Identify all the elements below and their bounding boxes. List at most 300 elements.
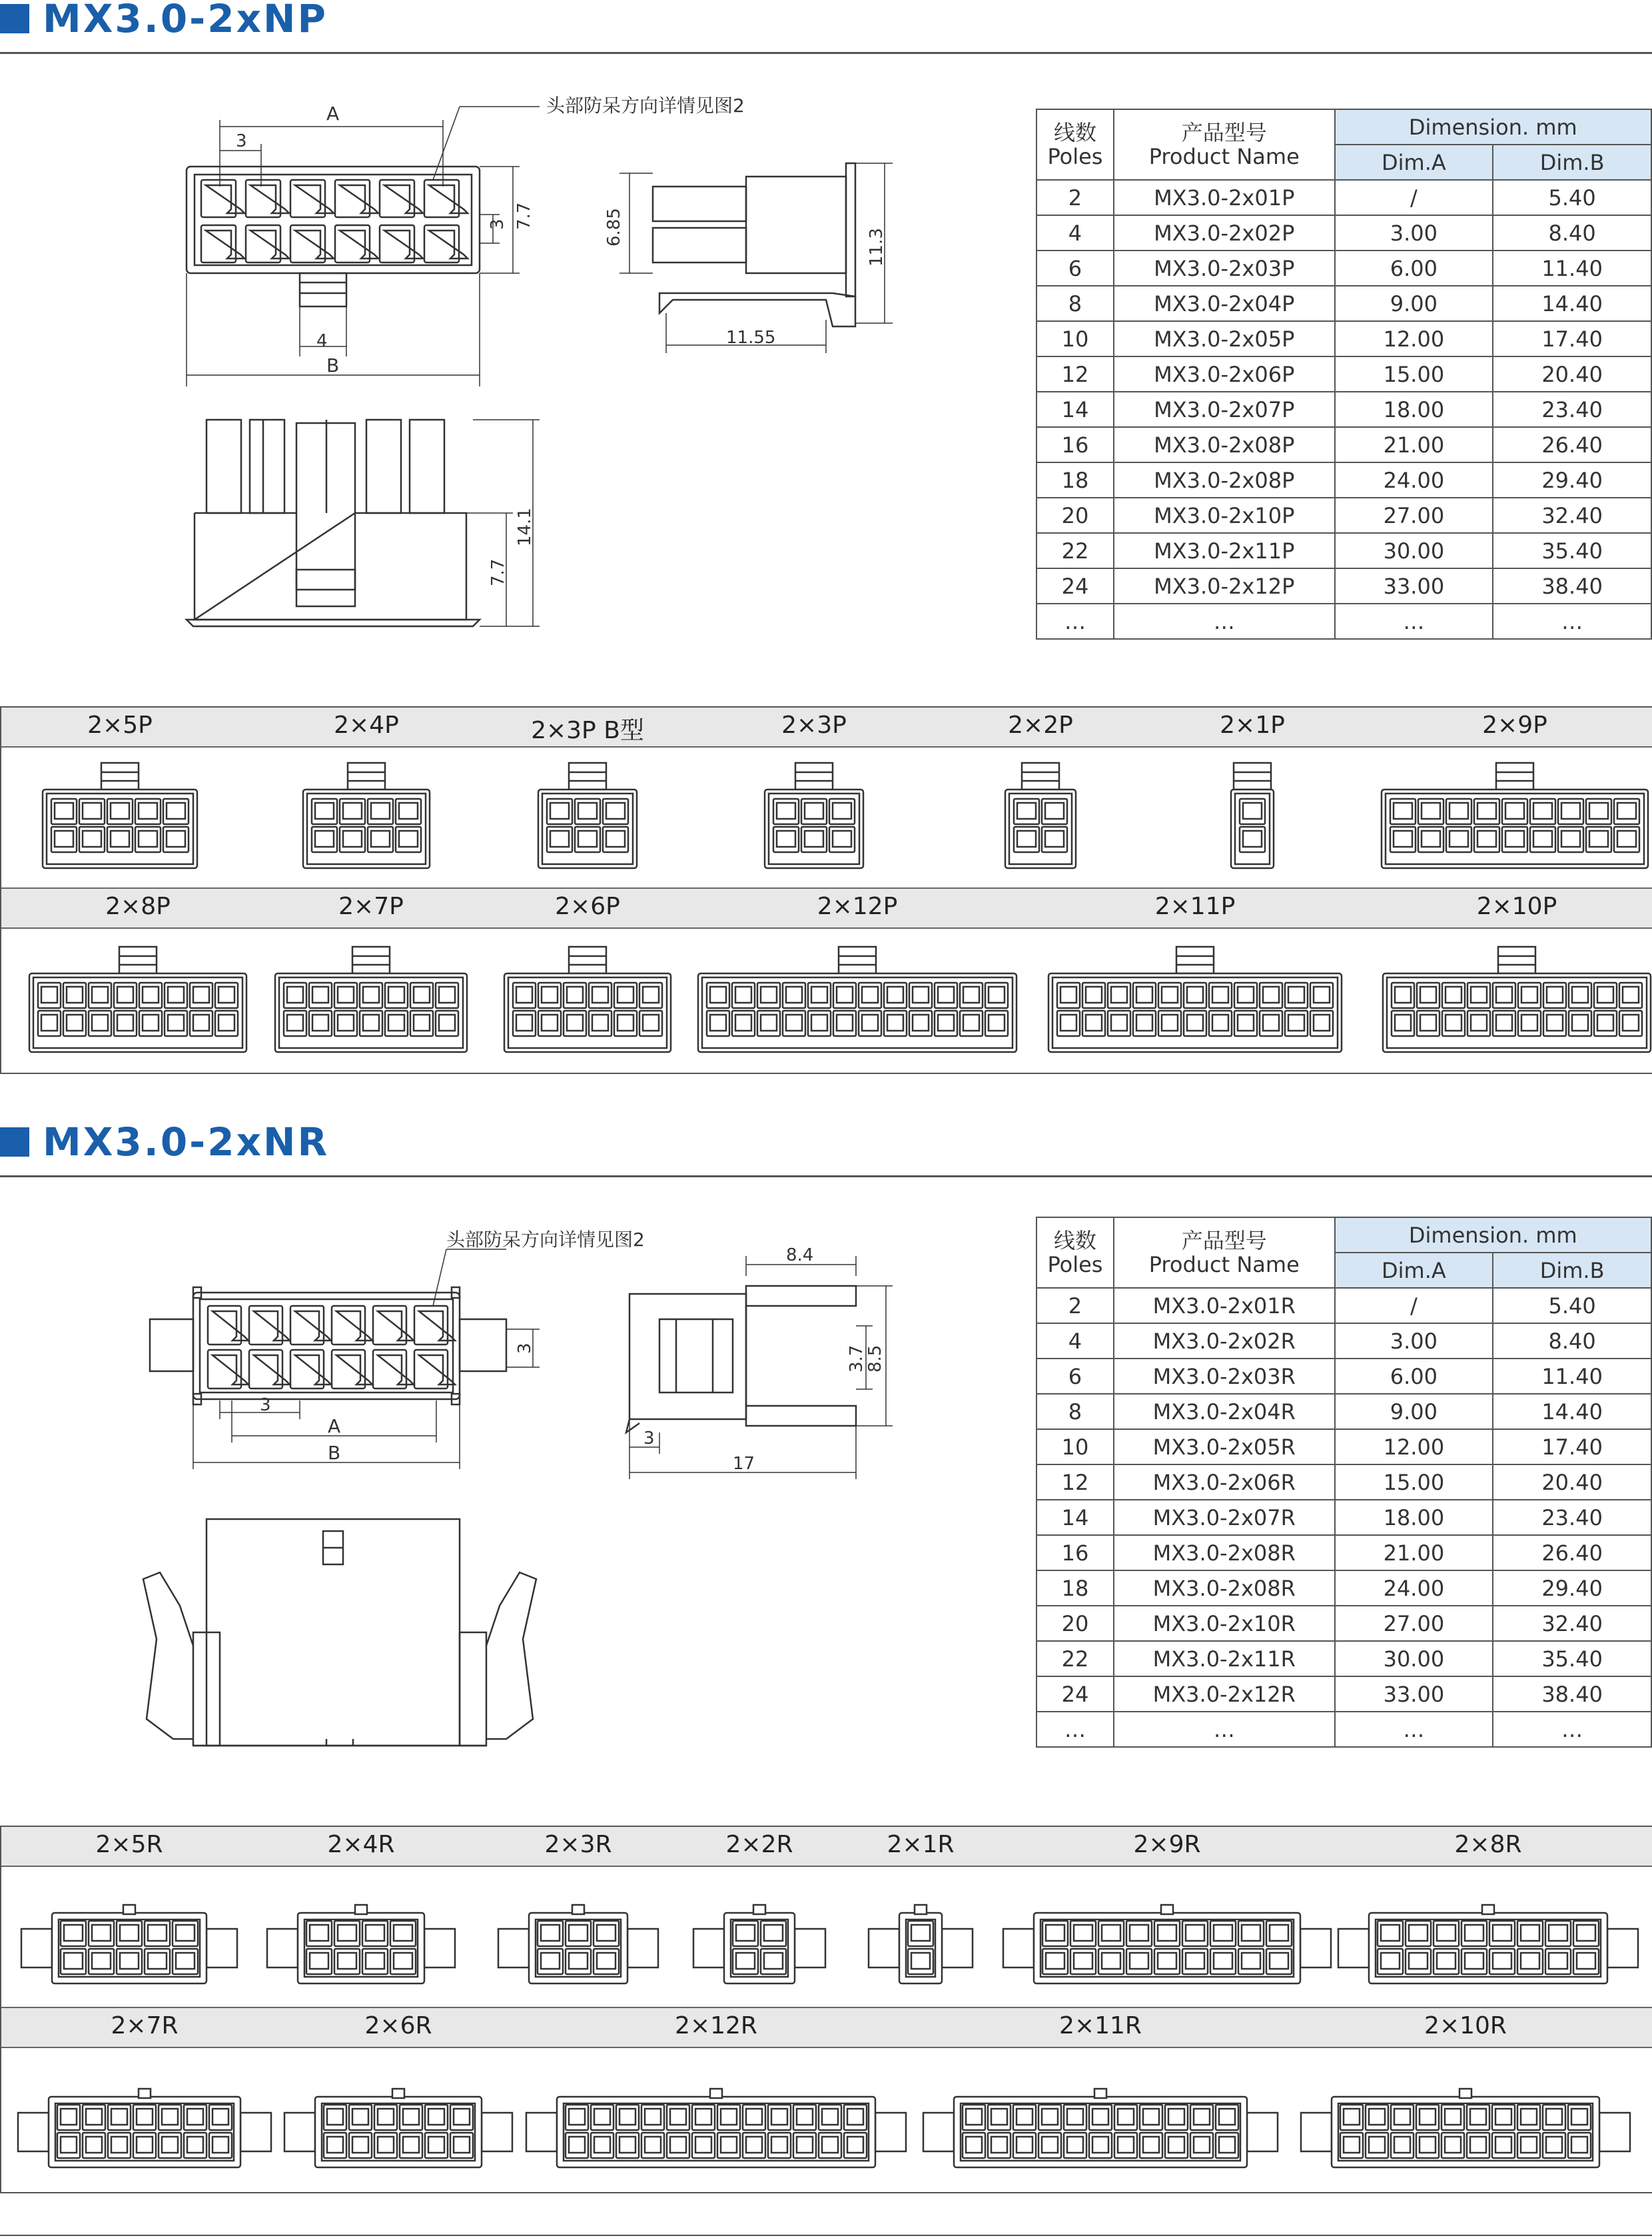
cavity-inner [336, 1355, 372, 1385]
cavity-inner [606, 831, 625, 847]
cavity-inner [1394, 2137, 1410, 2153]
cavity-inner [327, 2137, 343, 2153]
cavity-inner [1381, 1925, 1400, 1941]
cell-product: MX3.0-2x03R [1114, 1359, 1335, 1394]
cell-dim-b: 29.40 [1493, 1570, 1651, 1606]
gallery-label: 2×5R [95, 1831, 163, 1858]
cell-poles: 24 [1036, 568, 1114, 604]
cavity-inner [1102, 1953, 1120, 1969]
gallery-label: 2×2P [1008, 712, 1073, 739]
cavity-inner [695, 2137, 711, 2153]
cavity-inner [111, 2109, 127, 2125]
cavity-inner [862, 987, 878, 1003]
cell-poles: 6 [1036, 1359, 1114, 1394]
cavity-inner [1422, 803, 1440, 819]
cavity-inner [414, 1015, 430, 1031]
cavity-inner [1042, 2137, 1058, 2153]
gallery-label: 2×1R [887, 1831, 955, 1858]
nr-gallery [0, 1826, 1652, 2193]
page-bottom-rule [0, 2235, 1652, 2236]
cell-dim-b: 23.40 [1493, 392, 1651, 427]
cavity-inner [1422, 831, 1440, 847]
cavity-inner [176, 1953, 195, 1969]
cavity-inner [1623, 1015, 1639, 1031]
cavity-inner [378, 1355, 414, 1385]
cell-dim-a: 21.00 [1335, 427, 1493, 462]
cavity-inner [1521, 1953, 1539, 1969]
cavity-inner [55, 803, 73, 819]
cavity-inner [822, 2137, 838, 2153]
cavity-inner [419, 1311, 455, 1341]
cell-poles: 10 [1036, 1429, 1114, 1464]
col-dim-a: Dim.A [1335, 145, 1493, 180]
cavity-inner [847, 2137, 863, 2153]
cavity-inner [1394, 2109, 1410, 2125]
cavity-inner [911, 1953, 930, 1969]
connector-drawing [1003, 1905, 1331, 1983]
section-header-np [0, 0, 1652, 53]
section-divider [0, 52, 1652, 54]
cell-product: MX3.0-2x10P [1114, 498, 1335, 533]
cavity-inner [1470, 2109, 1486, 2125]
cavity-inner [938, 1015, 954, 1031]
np-gallery [0, 706, 1652, 1074]
cell-poles: 16 [1036, 1535, 1114, 1570]
col-dim-b: Dim.B [1493, 1253, 1651, 1288]
gallery-label: 2×9P [1482, 712, 1547, 739]
cavity-inner [315, 803, 334, 819]
cell-poles: 8 [1036, 286, 1114, 321]
cavity-inner [137, 2137, 153, 2153]
table-row [1036, 1464, 1651, 1500]
cavity-inner [913, 987, 929, 1003]
cavity-inner [567, 1015, 583, 1031]
cavity-inner [388, 987, 404, 1003]
cavity-inner [578, 803, 597, 819]
cavity-inner [1521, 1925, 1539, 1941]
cell-dim-a: 9.00 [1335, 286, 1493, 321]
cavity-inner [168, 1015, 184, 1031]
cell-dim-b: 5.40 [1493, 180, 1651, 215]
cavity-inner [911, 1925, 930, 1941]
connector-drawing [1005, 763, 1076, 868]
cavity-inner [137, 2109, 153, 2125]
connector-drawing [923, 2089, 1278, 2167]
cavity-inner [1270, 1953, 1288, 1969]
cavity-inner [312, 987, 328, 1003]
table-row [1036, 1359, 1651, 1394]
cavity-inner [86, 2109, 102, 2125]
cavity-inner [1446, 987, 1461, 1003]
dim-b-label: B [326, 354, 340, 376]
cavity-inner [1437, 1953, 1455, 1969]
cavity-inner [1470, 2137, 1486, 2153]
cavity-inner [1086, 1015, 1102, 1031]
cavity-inner [1420, 987, 1436, 1003]
cavity-inner [1270, 1925, 1288, 1941]
cavity-inner [1589, 803, 1608, 819]
cavity-inner [187, 2109, 203, 2125]
cavity-inner [1168, 2109, 1184, 2125]
col-poles: 线数 Poles [1036, 109, 1114, 180]
cavity-inner [111, 831, 129, 847]
gallery-label: 2×11R [1059, 2012, 1142, 2039]
cavity-inner [771, 2109, 787, 2125]
cell-product: MX3.0-2x08P [1114, 462, 1335, 498]
cavity-inner [1288, 987, 1304, 1003]
cell-poles: 18 [1036, 1570, 1114, 1606]
cavity-inner [111, 803, 129, 819]
cavity-inner [594, 2137, 610, 2153]
gallery-label: 2×2R [725, 1831, 793, 1858]
cavity-inner [862, 1015, 878, 1031]
cavity-inner [1546, 2109, 1562, 2125]
cavity-inner [1449, 803, 1468, 819]
table-row [1036, 321, 1651, 356]
cavity-inner [913, 1015, 929, 1031]
cavity-inner [67, 1015, 83, 1031]
side-height-label: 6.85 [604, 208, 624, 247]
cell-dim-a: 18.00 [1335, 392, 1493, 427]
table-row [1036, 1535, 1651, 1570]
cavity-inner [938, 987, 954, 1003]
cavity-inner [569, 1953, 588, 1969]
cavity-inner [746, 2137, 762, 2153]
cavity-inner [1445, 2109, 1461, 2125]
cavity-inner [41, 1015, 57, 1031]
cavity-inner [1219, 2137, 1235, 2153]
table-row [1036, 286, 1651, 321]
cell-dim-a: 6.00 [1335, 251, 1493, 286]
cavity-inner [1597, 1015, 1613, 1031]
cavity-inner [746, 2109, 762, 2125]
cell-dim-a: … [1335, 604, 1493, 639]
table-row [1036, 1712, 1651, 1747]
table-row [1036, 215, 1651, 251]
cavity-inner [695, 2109, 711, 2125]
cavity-inner [61, 2109, 77, 2125]
cell-product: MX3.0-2x02P [1114, 215, 1335, 251]
cell-dim-b: 20.40 [1493, 1464, 1651, 1500]
cell-product: MX3.0-2x12P [1114, 568, 1335, 604]
cavity-inner [1187, 987, 1203, 1003]
cavity-inner [1017, 2137, 1032, 2153]
cavity-inner [1477, 803, 1496, 819]
cavity-inner [837, 1015, 853, 1031]
gallery-label: 2×3P B型 [531, 717, 644, 744]
cavity-inner [606, 803, 625, 819]
cavity-inner [1042, 2109, 1058, 2125]
cavity-inner [429, 231, 468, 259]
cell-poles: 4 [1036, 215, 1114, 251]
cell-dim-b: … [1493, 604, 1651, 639]
cell-poles: 14 [1036, 392, 1114, 427]
cavity-inner [394, 1953, 412, 1969]
cavity-inner [403, 2109, 419, 2125]
cavity-inner [295, 1355, 331, 1385]
cavity-inner [1074, 1953, 1092, 1969]
cavity-inner [218, 987, 234, 1003]
section-title: MX3.0-2xNR [43, 1119, 330, 1165]
cavity-inner [1017, 831, 1036, 847]
cavity-inner [83, 803, 101, 819]
cavity-inner [1060, 987, 1076, 1003]
cavity-inner [991, 2109, 1007, 2125]
cavity-inner [1394, 803, 1412, 819]
connector-drawing [275, 947, 467, 1052]
cell-dim-b: 29.40 [1493, 462, 1651, 498]
cavity-inner [592, 987, 608, 1003]
cavity-inner [1395, 1015, 1411, 1031]
cavity-inner [340, 185, 378, 213]
cell-poles: 2 [1036, 1288, 1114, 1323]
dim-pitch-label: 3 [236, 131, 247, 151]
cavity-inner [1623, 987, 1639, 1003]
cavity-inner [620, 2109, 635, 2125]
connector-drawing [698, 947, 1017, 1052]
cell-product: MX3.0-2x04R [1114, 1394, 1335, 1429]
cavity-inner [1111, 1015, 1127, 1031]
cavity-inner [837, 987, 853, 1003]
cavity-inner [338, 1953, 356, 1969]
cavity-inner [176, 1925, 195, 1941]
cell-product: MX3.0-2x12R [1114, 1676, 1335, 1712]
cavity-inner [352, 2137, 368, 2153]
cavity-inner [1493, 1953, 1511, 1969]
cavity-inner [41, 987, 57, 1003]
cavity-inner [212, 1311, 248, 1341]
gallery-label: 2×10P [1476, 893, 1557, 920]
cavity-inner [1086, 987, 1102, 1003]
cavity-inner [287, 987, 303, 1003]
cell-poles: 2 [1036, 180, 1114, 215]
connector-drawing [18, 2089, 271, 2167]
cavity-inner [1409, 1953, 1428, 1969]
table-row [1036, 1676, 1651, 1712]
np-technical-drawing [167, 93, 899, 640]
cell-dim-a: 21.00 [1335, 1535, 1493, 1570]
cavity-inner [620, 2137, 635, 2153]
col-product: 产品型号 Product Name [1114, 109, 1335, 180]
cavity-inner [111, 2137, 127, 2153]
cavity-inner [1395, 987, 1411, 1003]
connector-drawing [693, 1905, 825, 1983]
cell-product: MX3.0-2x07P [1114, 392, 1335, 427]
connector-drawing [765, 763, 863, 868]
cavity-inner [92, 1953, 111, 1969]
cavity-inner [429, 185, 468, 213]
cavity-inner [721, 2109, 737, 2125]
cell-dim-b: 35.40 [1493, 1641, 1651, 1676]
cavity-inner [1549, 1925, 1567, 1941]
cavity-inner [92, 1925, 111, 1941]
connector-drawing [1338, 1905, 1638, 1983]
gallery-label: 2×12R [675, 2012, 757, 2039]
connector-drawing [498, 1905, 658, 1983]
side-latch-label: 3 [643, 1428, 655, 1448]
col-dimension: Dimension. mm [1335, 109, 1651, 145]
np-gallery-drawings [1, 708, 1652, 1073]
cavity-inner [966, 2137, 982, 2153]
dim-tab-label: 4 [316, 331, 328, 351]
cavity-inner [343, 803, 362, 819]
cavity-inner [67, 987, 83, 1003]
cell-poles: 20 [1036, 1606, 1114, 1641]
table-row [1036, 498, 1651, 533]
cavity-inner [516, 987, 532, 1003]
cell-dim-a: 15.00 [1335, 356, 1493, 392]
cavity-inner [1394, 831, 1412, 847]
cavity-inner [1577, 1925, 1595, 1941]
cavity-inner [1446, 1015, 1461, 1031]
cavity-inner [64, 1925, 83, 1941]
cavity-inner [989, 987, 1005, 1003]
cavity-inner [833, 831, 851, 847]
cavity-inner [1162, 987, 1178, 1003]
gallery-label: 2×3P [781, 712, 847, 739]
cell-dim-a: 24.00 [1335, 462, 1493, 498]
connector-drawing [1301, 2089, 1630, 2167]
cavity-inner [218, 1015, 234, 1031]
cavity-inner [193, 987, 209, 1003]
cavity-inner [578, 831, 597, 847]
cavity-inner [120, 1953, 139, 1969]
cavity-inner [1314, 1015, 1330, 1031]
cavity-inner [1045, 831, 1064, 847]
cell-dim-a: 18.00 [1335, 1500, 1493, 1535]
cavity-inner [963, 987, 979, 1003]
table-row [1036, 392, 1651, 427]
gallery-label: 2×1P [1220, 712, 1285, 739]
cavity-inner [212, 1355, 248, 1385]
cell-dim-b: 11.40 [1493, 1359, 1651, 1394]
cavity-inner [833, 803, 851, 819]
cavity-inner [388, 1015, 404, 1031]
cavity-inner [139, 831, 157, 847]
side-total-label: 11.3 [867, 228, 887, 267]
cavity-inner [1067, 2109, 1083, 2125]
cavity-inner [399, 803, 418, 819]
cell-poles: 6 [1036, 251, 1114, 286]
cavity-inner [61, 2137, 77, 2153]
cell-poles: 20 [1036, 498, 1114, 533]
cavity-inner [764, 1953, 783, 1969]
cavity-inner [592, 1015, 608, 1031]
cavity-inner [295, 231, 334, 259]
cavity-inner [670, 2137, 686, 2153]
cavity-inner [516, 1015, 532, 1031]
col-poles: 线数 Poles [1036, 1217, 1114, 1288]
cavity-inner [1118, 2109, 1134, 2125]
cavity-inner [764, 1925, 783, 1941]
side-length-label: 11.55 [726, 328, 776, 348]
cavity-inner [162, 2137, 178, 2153]
dim-height-label: 7.7 [514, 202, 534, 230]
dim-row-label: 3 [488, 219, 508, 230]
cavity-inner [1060, 1015, 1076, 1031]
table-row [1036, 462, 1651, 498]
cavity-inner [414, 987, 430, 1003]
cell-dim-a: 15.00 [1335, 1464, 1493, 1500]
cavity-inner [1187, 1015, 1203, 1031]
cavity-inner [340, 231, 378, 259]
cavity-inner [811, 987, 827, 1003]
cell-product: MX3.0-2x01P [1114, 180, 1335, 215]
cavity-inner [777, 831, 795, 847]
cavity-inner [419, 1355, 455, 1385]
cavity-inner [371, 803, 390, 819]
cavity-inner [1495, 2137, 1511, 2153]
cell-product: MX3.0-2x07R [1114, 1500, 1335, 1535]
cell-dim-a: 30.00 [1335, 1641, 1493, 1676]
cavity-inner [338, 1015, 354, 1031]
cavity-inner [1111, 987, 1127, 1003]
cavity-inner [1546, 2137, 1562, 2153]
cell-dim-b: 20.40 [1493, 356, 1651, 392]
connector-drawing [1382, 763, 1648, 868]
cell-dim-b: 23.40 [1493, 1500, 1651, 1535]
cavity-inner [1521, 987, 1537, 1003]
cavity-inner [1561, 803, 1580, 819]
dim-a-label: A [328, 1415, 341, 1437]
cavity-inner [1212, 1015, 1228, 1031]
cell-dim-b: 32.40 [1493, 1606, 1651, 1641]
cavity-inner [394, 1925, 412, 1941]
cavity-inner [1263, 987, 1279, 1003]
cavity-inner [384, 185, 423, 213]
cavity-inner [569, 2137, 585, 2153]
cavity-inner [1067, 2137, 1083, 2153]
gallery-label: 2×8P [105, 893, 171, 920]
cavity-inner [167, 831, 185, 847]
section-header-nr [0, 1119, 1652, 1177]
cavity-inner [83, 831, 101, 847]
cell-dim-b: 14.40 [1493, 1394, 1651, 1429]
cavity-inner [542, 1015, 558, 1031]
cavity-inner [736, 1925, 755, 1941]
cavity-inner [1437, 1925, 1455, 1941]
cavity-inner [366, 1953, 384, 1969]
table-row [1036, 568, 1651, 604]
cavity-inner [1168, 2137, 1184, 2153]
cavity-inner [1533, 831, 1552, 847]
connector-drawing [1231, 763, 1274, 868]
cavity-inner [148, 1953, 167, 1969]
cell-dim-b: 17.40 [1493, 1429, 1651, 1464]
cavity-inner [352, 2109, 368, 2125]
cavity-inner [822, 2109, 838, 2125]
cavity-inner [966, 2109, 982, 2125]
cell-product: … [1114, 1712, 1335, 1747]
cavity-inner [1017, 803, 1036, 819]
cavity-inner [439, 1015, 455, 1031]
cavity-inner [1344, 2109, 1360, 2125]
cavity-inner [1046, 1925, 1064, 1941]
cavity-inner [541, 1925, 560, 1941]
section-marker [0, 4, 29, 33]
cavity-inner [1162, 1015, 1178, 1031]
cell-dim-a: … [1335, 1712, 1493, 1747]
cell-poles: 16 [1036, 427, 1114, 462]
cavity-inner [1136, 987, 1152, 1003]
gallery-label: 2×5P [87, 712, 153, 739]
col-product: 产品型号 Product Name [1114, 1217, 1335, 1288]
gallery-label: 2×6R [364, 2012, 432, 2039]
cavity-inner [1158, 1953, 1176, 1969]
cavity-inner [363, 1015, 379, 1031]
cavity-inner [1212, 987, 1228, 1003]
side-h2-label: 8.5 [865, 1345, 885, 1373]
